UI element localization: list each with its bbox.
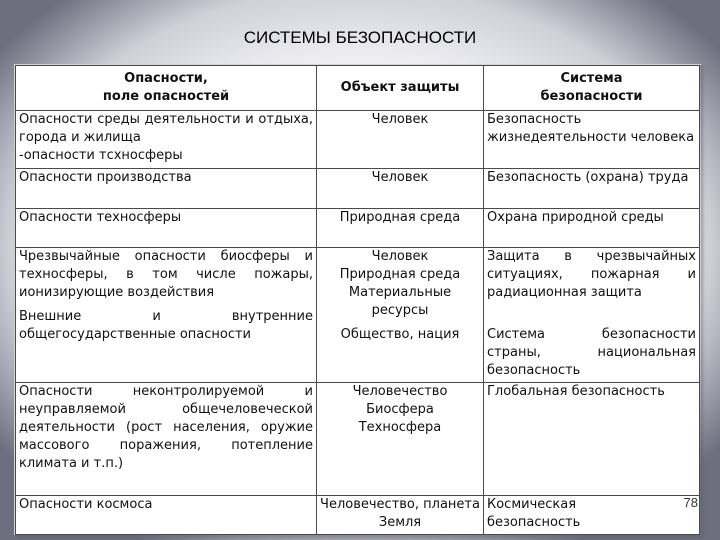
cell-hazards: Опасности неконтролируемой и неуправляемой общечеловеческой деятельности (рост населения, оружие массового поражения, потепление климата и т.п.) xyxy=(19,384,313,471)
header-security-system: Система безопасности xyxy=(484,66,700,111)
cell-system: Глобальная безопасность xyxy=(487,384,665,399)
cell-hazards-secondary: Внешние и внутренние общегосударственные опасности xyxy=(19,309,313,342)
table-row xyxy=(16,248,700,383)
cell-object-secondary: Общество, нация xyxy=(340,327,460,342)
cell-hazards: Опасности среды деятельности и отдыха, города и жилища -опасности тсхносферы xyxy=(19,112,313,163)
cell-hazards: Опасности космоса xyxy=(19,497,153,512)
table-row xyxy=(16,383,700,496)
table-header-row xyxy=(16,66,700,111)
slide-title: СИСТЕМЫ БЕЗОПАСНОСТИ xyxy=(243,28,477,47)
table-row xyxy=(16,209,700,248)
page-number: 78 xyxy=(683,495,698,510)
header-hazards: Опасности, поле опасностей xyxy=(16,66,317,111)
cell-system: Космическая безопасность xyxy=(487,497,581,530)
cell-object: Человечество, планета Земля xyxy=(320,497,480,530)
table-row xyxy=(16,169,700,209)
cell-system: Охрана природной среды xyxy=(487,210,664,225)
table-row xyxy=(16,111,700,169)
cell-hazards: Опасности техносферы xyxy=(19,210,182,225)
cell-object: Природная среда xyxy=(339,210,461,225)
security-systems-table-container xyxy=(14,64,701,535)
security-systems-table xyxy=(15,65,700,535)
cell-object: Человечество Биосфера Техносфера xyxy=(352,384,448,435)
cell-hazards: Чрезвычайные опасности биосферы и техносферы, в том числе пожары, ионизирующие воздействия xyxy=(19,249,313,300)
cell-system: Безопасность (охрана) труда xyxy=(487,170,689,185)
cell-object: Человек Природная среда Материальные ресурсы xyxy=(339,249,461,318)
header-protected-object: Объект защиты xyxy=(317,66,484,111)
cell-system: Защита в чрезвычайных ситуациях, пожарная и радиационная защита xyxy=(487,249,696,300)
cell-object: Человек xyxy=(371,170,429,185)
cell-object: Человек xyxy=(371,112,429,127)
cell-system: Безопасность жизнедеятельности человека xyxy=(487,112,695,145)
table-row xyxy=(16,496,700,535)
cell-hazards: Опасности производства xyxy=(19,170,192,185)
cell-system-secondary: Система безопасности страны, национальная безопасность xyxy=(487,327,696,378)
